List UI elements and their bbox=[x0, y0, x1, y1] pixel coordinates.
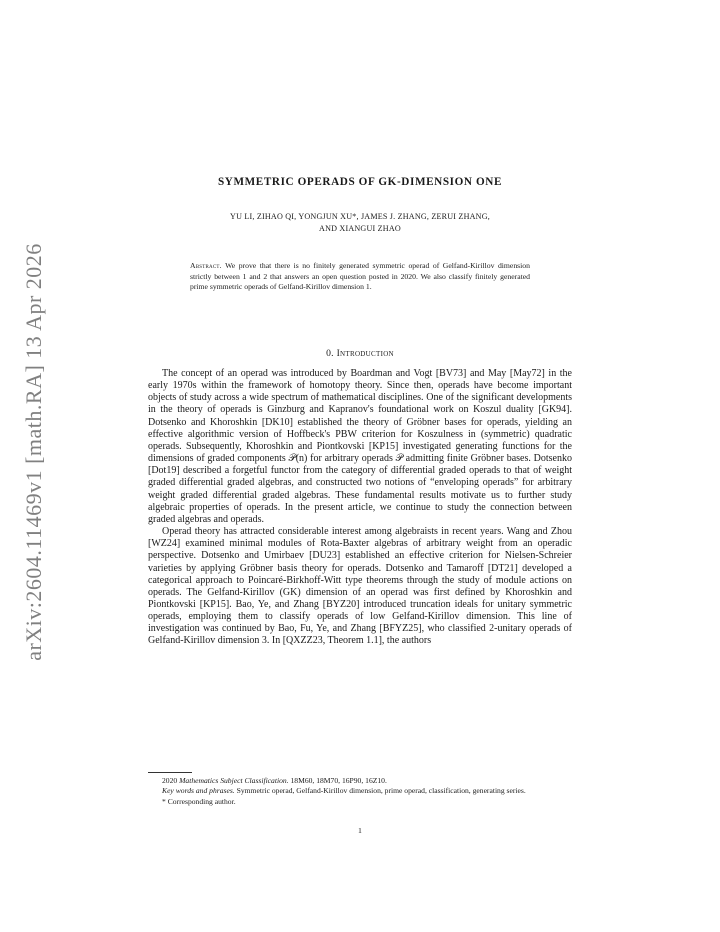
abstract-label: Abstract. bbox=[190, 261, 222, 270]
abstract-text: We prove that there is no finitely generated symmetric operad of Gelfand-Kirillov dimension strictly between 1 and 2 that answers an open question posted in 2020. We also classify finitely generated prime symmetric operads of Gelfand-Kirillov dimension 1. bbox=[190, 261, 530, 291]
footnote-keywords bbox=[148, 786, 572, 796]
footnote-msc-label: Mathematics Subject Classification. bbox=[179, 776, 289, 785]
paragraph-2: Operad theory has attracted considerable interest among algebraists in recent years. Wang and Zhou [WZ24] examined minimal modules of Rota-Baxter algebras of arbitrary weight from an operadic perspective. Dotsenko and Umirbaev [DU23] established an effective criterion for Nielsen-Schreier varieties by applying Gröbner basis theory for operads. Dotsenko and Tamaroff [DT21] developed a categorical approach to Poincaré-Birkhoff-Witt type theorems through the study of module actions on operads. The Gelfand-Kirillov (GK) dimension of an operad was first defined by Khoroshkin and Piontkovski [KP15]. Bao, Ye, and Zhang [BYZ20] introduced truncation ideals for unitary symmetric operads, employing them to classify operads of low Gelfand-Kirillov dimension. This line of investigation was continued by Bao, Fu, Ye, and Zhang [BFYZ25], who classified 2-unitary operads of Gelfand-Kirillov dimension 3. In [QXZZ23, Theorem 1.1], the authors bbox=[148, 526, 572, 647]
body-text bbox=[148, 368, 572, 648]
paper-title: SYMMETRIC OPERADS OF GK-DIMENSION ONE bbox=[217, 176, 503, 188]
footnote-corresponding: * Corresponding author. bbox=[162, 796, 236, 806]
section-number: 0. bbox=[326, 348, 334, 359]
footnotes bbox=[148, 776, 572, 807]
footnote-msc-year: 2020 bbox=[162, 776, 178, 785]
authors-line-2: AND XIANGUI ZHAO bbox=[319, 224, 401, 233]
footnote-rule bbox=[148, 772, 192, 773]
page-number: 1 bbox=[358, 826, 362, 835]
arxiv-identifier-text: arXiv:2604.11469v1 [math.RA] 13 Apr 2026 bbox=[21, 243, 46, 661]
arxiv-identifier bbox=[6, 232, 62, 672]
footnote-msc bbox=[148, 776, 572, 786]
paragraph-1: The concept of an operad was introduced by Boardman and Vogt [BV73] and May [May72] in the early 1970s within the framework of homotopy theory. Since then, operads have become important objects of study across a wide spectrum of mathematical disciplines. One of the significant developments in the theory of operads is Ginzburg and Kapranov's foundational work on Koszul duality [GK94]. Dotsenko and Khoroshkin [DK10] established the theory of Gröbner bases for operads, yielding an effective algorithmic version of Hoffbeck's PBW criterion for Koszulness in (symmetric) quadratic operads. Subsequently, Khoroshkin and Piontkovski [KP15] investigated generating functions for the dimensions of graded components 𝒫(n) for arbitrary operads 𝒫 admitting finite Gröbner bases. Dotsenko [Dot19] described a forgetful functor from the category of differential graded operads to that of weight graded differential graded algebras, and constructed two notions of “enveloping operads” for arbitrary weight graded differential graded algebras. These fundamental results motivate us to further study algebraic properties of operads. In the present article, we continue to study the connection between graded algebras and operads. bbox=[148, 368, 572, 525]
section-heading bbox=[148, 348, 572, 359]
footnote-keywords-text: Symmetric operad, Gelfand-Kirillov dimension, prime operad, classification, generating series. bbox=[236, 786, 526, 796]
footnote-keywords-label: Key words and phrases. bbox=[162, 786, 235, 796]
section-title: Introduction bbox=[336, 348, 394, 359]
author-list bbox=[158, 211, 562, 235]
abstract bbox=[190, 261, 530, 293]
authors-line-1: YU LI, ZIHAO QI, YONGJUN XU*, JAMES J. ZHANG, ZERUI ZHANG, bbox=[230, 212, 490, 221]
footnote-msc-text: 18M60, 18M70, 16P90, 16Z10. bbox=[290, 776, 387, 785]
